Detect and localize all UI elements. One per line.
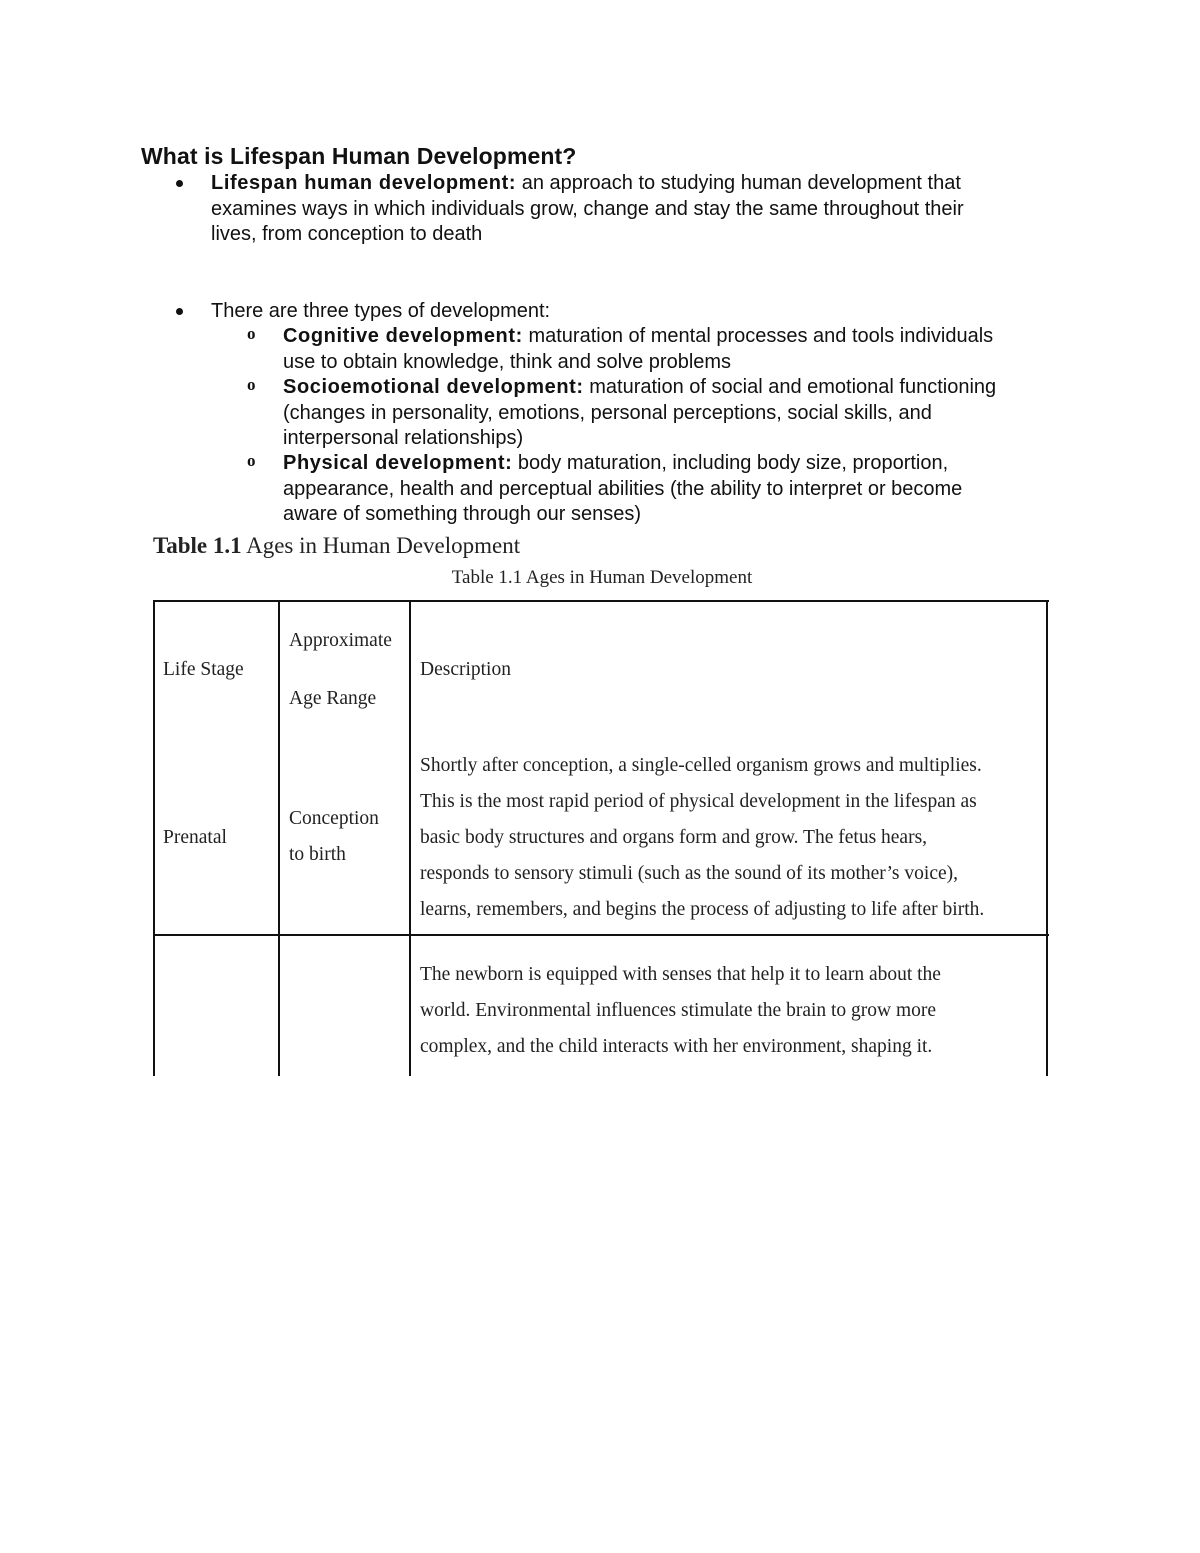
table-border-right — [1046, 600, 1048, 1076]
table-border-left — [153, 600, 155, 1076]
sub-bullet-marker: o — [247, 324, 256, 343]
description-line: Shortly after conception, a single-celled organism grows and multiplies. — [420, 755, 982, 776]
sub-bullet-text: interpersonal relationships) — [283, 427, 524, 449]
table-cell-stage: Prenatal — [163, 827, 227, 848]
bullet-icon — [176, 308, 183, 315]
table-column-divider — [409, 600, 411, 1076]
sub-bullet-text: (changes in personality, emotions, personal perceptions, social skills, and — [283, 401, 932, 424]
table-cell-description — [420, 957, 941, 1065]
table-caption-label: Table 1.1 — [153, 533, 242, 558]
bullet-text: examines ways in which individuals grow, change and stay the same throughout their — [211, 197, 964, 220]
sub-bullet-text: maturation of social and emotional functioning — [583, 376, 997, 398]
table-cell-age-line1: Conception — [289, 808, 379, 829]
page-title: What is Lifespan Human Development? — [141, 143, 577, 169]
table-cell-age-line2: to birth — [289, 844, 346, 865]
bullet-text: an approach to studying human development that — [516, 172, 961, 194]
description-line: This is the most rapid period of physical development in the lifespan as — [420, 791, 977, 812]
table-cell-description — [420, 748, 984, 928]
sub-bullet-item — [283, 324, 993, 375]
table-header-stage: Life Stage — [163, 659, 244, 680]
table-caption — [153, 533, 520, 559]
description-line: basic body structures and organs form and grow. The fetus hears, — [420, 827, 928, 848]
table-caption-title: Ages in Human Development — [241, 533, 521, 558]
description-line: complex, and the child interacts with her environment, shaping it. — [420, 1036, 933, 1057]
bullet-item — [211, 299, 550, 325]
sub-bullet-term: Cognitive development: — [283, 325, 523, 347]
bullet-text: lives, from conception to death — [211, 223, 483, 245]
sub-bullet-text: maturation of mental processes and tools individuals — [522, 325, 994, 347]
table-header-age-line2: Age Range — [289, 688, 377, 709]
bullet-text: There are three types of development: — [211, 300, 551, 322]
sub-bullet-term: Socioemotional development: — [283, 376, 584, 398]
description-line: The newborn is equipped with senses that help it to learn about the — [420, 964, 941, 985]
sub-bullet-text: aware of something through our senses) — [283, 503, 641, 525]
description-line: responds to sensory stimuli (such as the sound of its mother’s voice), — [420, 863, 958, 884]
sub-bullet-item — [283, 451, 962, 528]
table-row-divider — [153, 934, 1049, 936]
sub-bullet-marker: o — [247, 375, 256, 394]
description-line: world. Environmental influences stimulate the brain to grow more — [420, 1000, 937, 1021]
table-header-age-line1: Approximate — [289, 630, 392, 651]
description-line: learns, remembers, and begins the process of adjusting to life after birth. — [420, 899, 985, 920]
bullet-term: Lifespan human development: — [211, 172, 517, 194]
sub-bullet-text: appearance, health and perceptual abilities (the ability to interpret or become — [283, 477, 963, 500]
bullet-icon — [176, 180, 183, 187]
sub-bullet-marker: o — [247, 451, 256, 470]
sub-bullet-item — [283, 375, 996, 452]
table-header-description: Description — [420, 659, 511, 680]
sub-bullet-text: body maturation, including body size, proportion, — [512, 452, 949, 474]
sub-bullet-text: use to obtain knowledge, think and solve problems — [283, 350, 732, 373]
table-column-divider — [278, 600, 280, 1076]
bullet-item — [211, 171, 964, 248]
table-caption-centered: Table 1.1 Ages in Human Development — [451, 567, 753, 588]
sub-bullet-term: Physical development: — [283, 452, 513, 474]
table-border-top — [153, 600, 1049, 602]
